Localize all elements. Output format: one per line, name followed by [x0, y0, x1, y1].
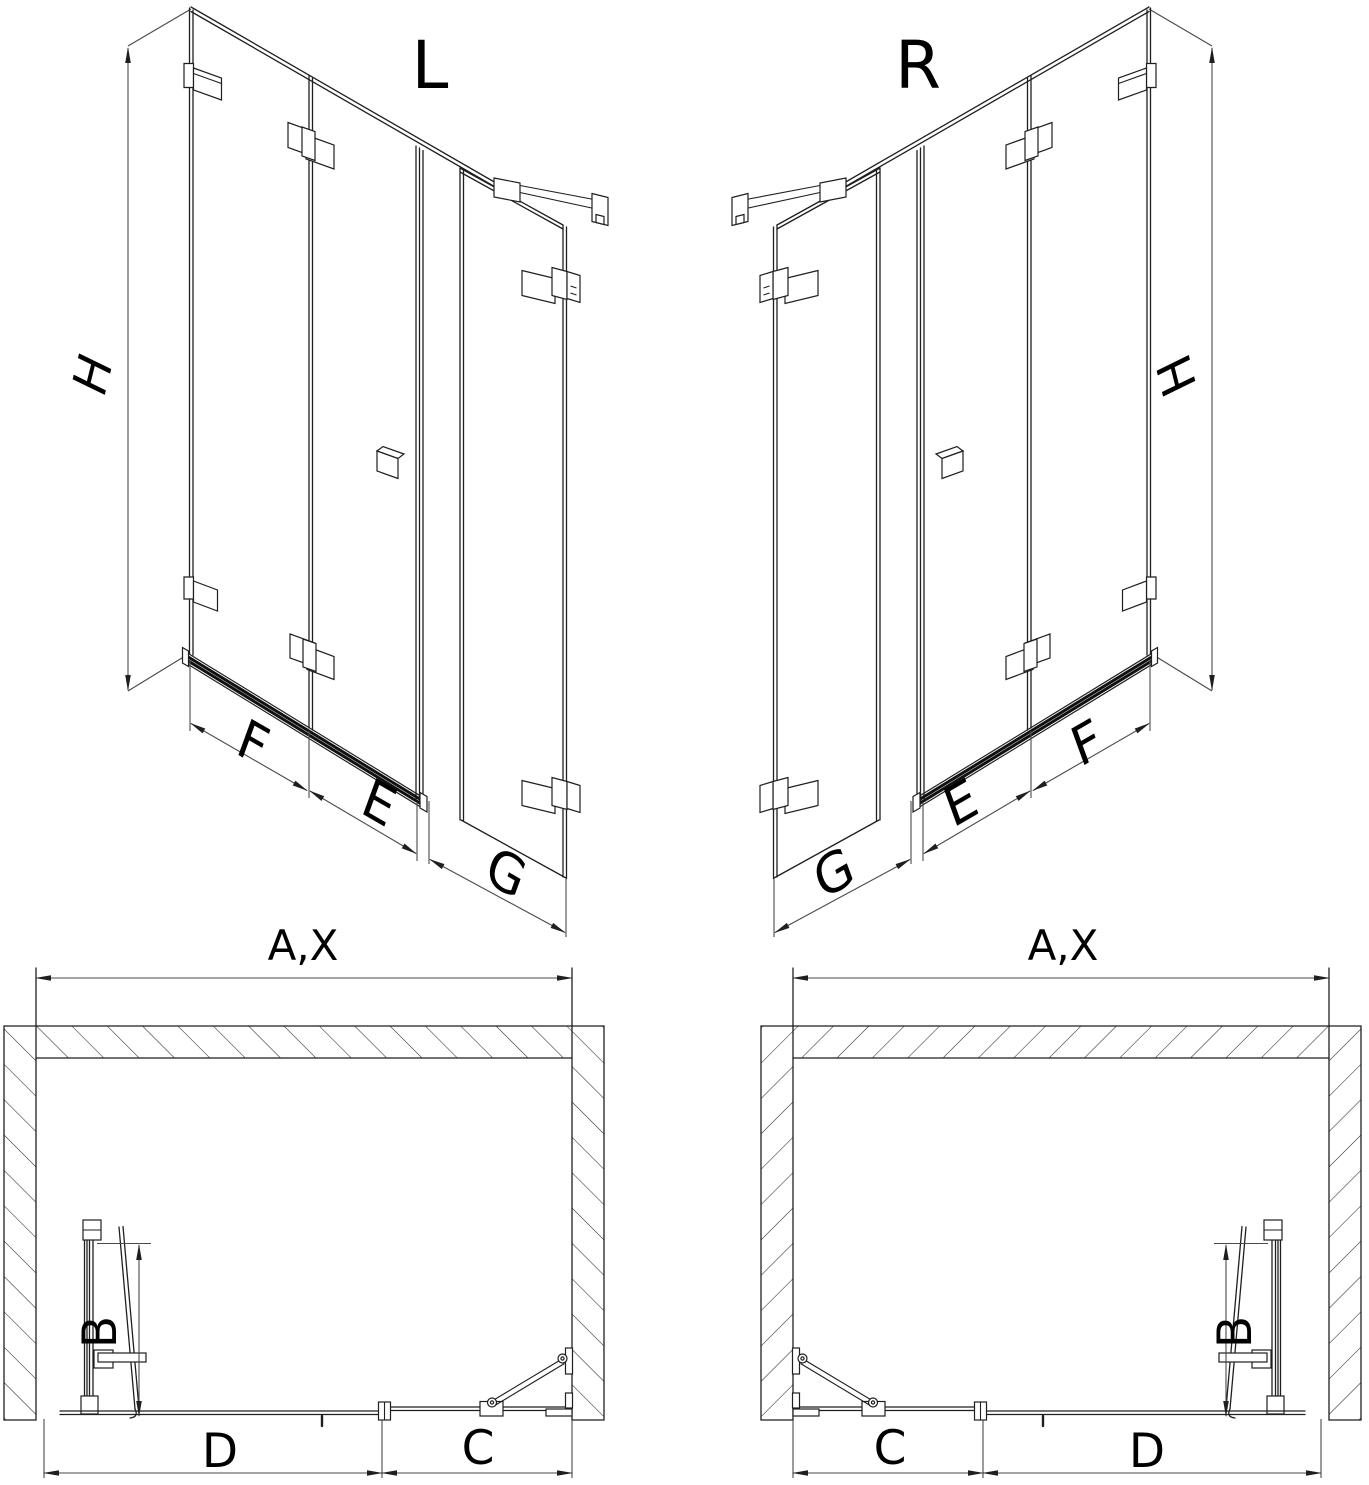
label-panel-f-left: F: [229, 707, 277, 780]
label-door-span-left: D: [201, 1424, 239, 1479]
label-left-version: L: [411, 27, 449, 104]
plan-view-right: [761, 968, 1361, 1478]
label-total-width-right: A,X: [1027, 921, 1099, 970]
label-height-right: H: [1147, 345, 1208, 406]
label-total-width-left: A,X: [267, 921, 339, 970]
label-fold-depth-right: B: [1208, 1315, 1263, 1349]
label-fixed-span-left: C: [461, 1421, 495, 1476]
label-panel-f-right: F: [1063, 707, 1111, 780]
label-height-left: H: [63, 344, 124, 405]
label-panel-g-left: G: [478, 834, 534, 913]
label-right-version: R: [895, 27, 941, 104]
label-panel-g-right: G: [806, 834, 862, 913]
label-fold-depth-left: B: [73, 1315, 128, 1349]
plan-view-left: [4, 968, 604, 1478]
label-panel-e-left: E: [354, 766, 404, 841]
label-panel-e-right: E: [936, 766, 986, 841]
label-door-span-right: D: [1128, 1424, 1166, 1479]
label-fixed-span-right: C: [873, 1421, 907, 1476]
